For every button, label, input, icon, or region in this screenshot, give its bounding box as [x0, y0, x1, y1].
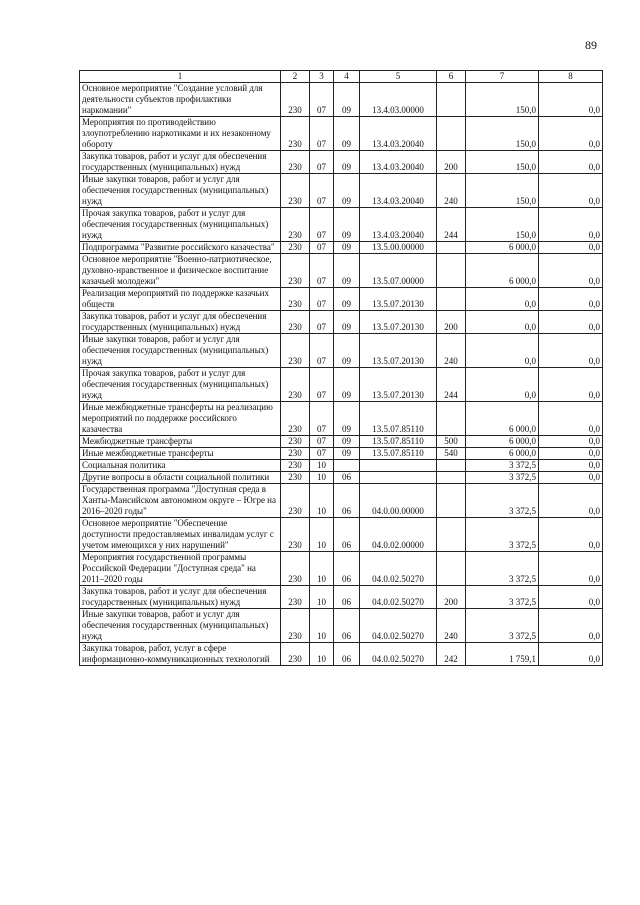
rcp-cell: 230	[281, 436, 310, 448]
target-article-cell: 13.5.07.20130	[360, 334, 437, 368]
table-row	[80, 484, 603, 518]
table-row	[80, 368, 603, 402]
amount-2018-cell: 0,0	[539, 254, 603, 288]
rcp-cell: 230	[281, 334, 310, 368]
amount-2017-cell: 0,0	[466, 334, 539, 368]
amount-2018-cell: 0,0	[539, 174, 603, 208]
row-name-cell: Иные межбюджетные трансферты на реализацию мероприятий по поддержке российского казачества	[80, 402, 281, 436]
expense-type-cell	[437, 472, 466, 484]
table-row	[80, 334, 603, 368]
amount-2017-cell: 1 759,1	[466, 643, 539, 666]
table-row	[80, 311, 603, 334]
subsection-cell: 06	[334, 484, 360, 518]
rcp-cell: 230	[281, 117, 310, 151]
table-row	[80, 151, 603, 174]
amount-2017-cell: 3 372,5	[466, 484, 539, 518]
amount-2017-cell: 6 000,0	[466, 436, 539, 448]
target-article-cell: 13.5.07.20130	[360, 288, 437, 311]
table-row	[80, 242, 603, 254]
table-row	[80, 586, 603, 609]
amount-2017-cell: 6 000,0	[466, 402, 539, 436]
row-name-cell: Основное мероприятие "Создание условий для деятельности субъектов профилактики наркомании"	[80, 83, 281, 117]
amount-2018-cell: 0,0	[539, 151, 603, 174]
row-name-cell: Другие вопросы в области социальной политики	[80, 472, 281, 484]
target-article-cell	[360, 460, 437, 472]
row-name-cell: Мероприятия государственной программы Российской Федерации "Доступная среда" на 2011–2020 годы	[80, 552, 281, 586]
subsection-cell: 09	[334, 402, 360, 436]
expense-type-cell	[437, 242, 466, 254]
subsection-cell: 09	[334, 83, 360, 117]
subsection-cell: 09	[334, 242, 360, 254]
amount-2017-cell: 6 000,0	[466, 242, 539, 254]
section-cell: 07	[310, 334, 334, 368]
amount-2018-cell: 0,0	[539, 552, 603, 586]
section-cell: 10	[310, 609, 334, 643]
row-name-cell: Мероприятия по противодействию злоупотреблению наркотиками и их незаконному обороту	[80, 117, 281, 151]
target-article-cell: 13.4.03.20040	[360, 117, 437, 151]
amount-2017-cell: 6 000,0	[466, 448, 539, 460]
budget-table	[79, 70, 603, 666]
target-article-cell: 13.4.03.20040	[360, 174, 437, 208]
rcp-cell: 230	[281, 208, 310, 242]
subsection-cell: 06	[334, 643, 360, 666]
subsection-cell: 09	[334, 288, 360, 311]
amount-2018-cell: 0,0	[539, 117, 603, 151]
table-row	[80, 83, 603, 117]
rcp-cell: 230	[281, 83, 310, 117]
amount-2017-cell: 6 000,0	[466, 254, 539, 288]
amount-2018-cell: 0,0	[539, 586, 603, 609]
rcp-cell: 230	[281, 552, 310, 586]
subsection-cell: 09	[334, 448, 360, 460]
row-name-cell: Закупка товаров, работ и услуг для обеспечения государственных (муниципальных) нужд	[80, 311, 281, 334]
rcp-cell: 230	[281, 151, 310, 174]
table-row	[80, 643, 603, 666]
target-article-cell: 04.0.02.00000	[360, 518, 437, 552]
amount-2018-cell: 0,0	[539, 472, 603, 484]
row-name-cell: Межбюджетные трансферты	[80, 436, 281, 448]
amount-2017-cell: 0,0	[466, 288, 539, 311]
subsection-cell: 09	[334, 117, 360, 151]
amount-2018-cell: 0,0	[539, 436, 603, 448]
expense-type-cell	[437, 518, 466, 552]
amount-2018-cell: 0,0	[539, 368, 603, 402]
rcp-cell: 230	[281, 311, 310, 334]
amount-2018-cell: 0,0	[539, 208, 603, 242]
expense-type-cell: 244	[437, 208, 466, 242]
target-article-cell: 13.5.07.85110	[360, 436, 437, 448]
expense-type-cell: 242	[437, 643, 466, 666]
expense-type-cell: 240	[437, 334, 466, 368]
expense-type-cell: 200	[437, 311, 466, 334]
section-cell: 07	[310, 151, 334, 174]
rcp-cell: 230	[281, 460, 310, 472]
amount-2018-cell: 0,0	[539, 311, 603, 334]
expense-type-cell	[437, 117, 466, 151]
header-cell: 3	[310, 71, 334, 83]
subsection-cell: 09	[334, 311, 360, 334]
section-cell: 07	[310, 436, 334, 448]
amount-2018-cell: 0,0	[539, 288, 603, 311]
rcp-cell: 230	[281, 518, 310, 552]
section-cell: 07	[310, 208, 334, 242]
section-cell: 10	[310, 472, 334, 484]
expense-type-cell: 540	[437, 448, 466, 460]
expense-type-cell	[437, 402, 466, 436]
header-cell: 6	[437, 71, 466, 83]
section-cell: 10	[310, 460, 334, 472]
target-article-cell: 13.4.03.00000	[360, 83, 437, 117]
expense-type-cell: 500	[437, 436, 466, 448]
page-number: 89	[585, 38, 597, 52]
amount-2018-cell: 0,0	[539, 242, 603, 254]
target-article-cell: 13.5.07.85110	[360, 402, 437, 436]
section-cell: 10	[310, 484, 334, 518]
section-cell: 10	[310, 643, 334, 666]
header-cell: 7	[466, 71, 539, 83]
target-article-cell: 13.5.00.00000	[360, 242, 437, 254]
amount-2018-cell: 0,0	[539, 83, 603, 117]
amount-2017-cell: 3 372,5	[466, 518, 539, 552]
amount-2018-cell: 0,0	[539, 609, 603, 643]
subsection-cell: 09	[334, 436, 360, 448]
amount-2017-cell: 150,0	[466, 151, 539, 174]
expense-type-cell: 244	[437, 368, 466, 402]
amount-2017-cell: 150,0	[466, 83, 539, 117]
rcp-cell: 230	[281, 472, 310, 484]
section-cell: 10	[310, 552, 334, 586]
target-article-cell: 13.4.03.20040	[360, 208, 437, 242]
target-article-cell: 13.5.07.00000	[360, 254, 437, 288]
table-row	[80, 288, 603, 311]
row-name-cell: Государственная программа "Доступная среда в Ханты-Мансийском автономном округе – Югре на 2016–2020 годы"	[80, 484, 281, 518]
table-row	[80, 402, 603, 436]
section-cell: 07	[310, 254, 334, 288]
amount-2017-cell: 0,0	[466, 311, 539, 334]
expense-type-cell	[437, 552, 466, 586]
rcp-cell: 230	[281, 643, 310, 666]
section-cell: 07	[310, 174, 334, 208]
section-cell: 07	[310, 448, 334, 460]
expense-type-cell	[437, 460, 466, 472]
row-name-cell: Иные межбюджетные трансферты	[80, 448, 281, 460]
row-name-cell: Иные закупки товаров, работ и услуг для обеспечения государственных (муниципальных) нужд	[80, 174, 281, 208]
table-row	[80, 208, 603, 242]
rcp-cell: 230	[281, 448, 310, 460]
subsection-cell	[334, 460, 360, 472]
header-row	[80, 71, 603, 83]
target-article-cell: 04.0.02.50270	[360, 586, 437, 609]
amount-2018-cell: 0,0	[539, 643, 603, 666]
rcp-cell: 230	[281, 586, 310, 609]
target-article-cell	[360, 472, 437, 484]
amount-2018-cell: 0,0	[539, 460, 603, 472]
table-row	[80, 472, 603, 484]
expense-type-cell: 240	[437, 609, 466, 643]
amount-2018-cell: 0,0	[539, 448, 603, 460]
amount-2017-cell: 0,0	[466, 368, 539, 402]
target-article-cell: 13.5.07.20130	[360, 368, 437, 402]
section-cell: 07	[310, 83, 334, 117]
rcp-cell: 230	[281, 368, 310, 402]
rcp-cell: 230	[281, 174, 310, 208]
section-cell: 07	[310, 402, 334, 436]
subsection-cell: 06	[334, 518, 360, 552]
amount-2017-cell: 3 372,5	[466, 609, 539, 643]
row-name-cell: Прочая закупка товаров, работ и услуг для обеспечения государственных (муниципальных) нужд	[80, 208, 281, 242]
table-row	[80, 609, 603, 643]
amount-2017-cell: 150,0	[466, 174, 539, 208]
section-cell: 07	[310, 311, 334, 334]
header-cell: 8	[539, 71, 603, 83]
subsection-cell: 06	[334, 472, 360, 484]
header-cell: 1	[80, 71, 281, 83]
expense-type-cell	[437, 83, 466, 117]
table-row	[80, 117, 603, 151]
section-cell: 10	[310, 586, 334, 609]
section-cell: 07	[310, 368, 334, 402]
table-row	[80, 518, 603, 552]
amount-2017-cell: 150,0	[466, 208, 539, 242]
rcp-cell: 230	[281, 402, 310, 436]
row-name-cell: Прочая закупка товаров, работ и услуг для обеспечения государственных (муниципальных) нужд	[80, 368, 281, 402]
subsection-cell: 09	[334, 151, 360, 174]
row-name-cell: Подпрограмма "Развитие российского казачества"	[80, 242, 281, 254]
subsection-cell: 09	[334, 254, 360, 288]
row-name-cell: Закупка товаров, работ, услуг в сфере информационно-коммуникационных технологий	[80, 643, 281, 666]
amount-2017-cell: 3 372,5	[466, 552, 539, 586]
target-article-cell: 04.0.02.50270	[360, 609, 437, 643]
subsection-cell: 06	[334, 552, 360, 586]
table-row	[80, 460, 603, 472]
header-cell: 2	[281, 71, 310, 83]
amount-2018-cell: 0,0	[539, 334, 603, 368]
row-name-cell: Основное мероприятие "Обеспечение доступности предоставляемых инвалидам услуг с учетом имеющихся у них нарушений"	[80, 518, 281, 552]
table-row	[80, 552, 603, 586]
amount-2018-cell: 0,0	[539, 518, 603, 552]
row-name-cell: Иные закупки товаров, работ и услуг для обеспечения государственных (муниципальных) нужд	[80, 334, 281, 368]
section-cell: 07	[310, 242, 334, 254]
target-article-cell: 04.0.02.50270	[360, 643, 437, 666]
target-article-cell: 04.0.00.00000	[360, 484, 437, 518]
row-name-cell: Закупка товаров, работ и услуг для обеспечения государственных (муниципальных) нужд	[80, 586, 281, 609]
amount-2017-cell: 3 372,5	[466, 472, 539, 484]
subsection-cell: 06	[334, 609, 360, 643]
table-row	[80, 174, 603, 208]
amount-2017-cell: 3 372,5	[466, 586, 539, 609]
amount-2017-cell: 3 372,5	[466, 460, 539, 472]
expense-type-cell: 200	[437, 586, 466, 609]
section-cell: 10	[310, 518, 334, 552]
row-name-cell: Основное мероприятие "Военно-патриотическое, духовно-нравственное и физическое воспитание казачьей молодежи"	[80, 254, 281, 288]
target-article-cell: 13.5.07.85110	[360, 448, 437, 460]
table-row	[80, 448, 603, 460]
section-cell: 07	[310, 288, 334, 311]
subsection-cell: 09	[334, 174, 360, 208]
row-name-cell: Реализация мероприятий по поддержке казачьих обществ	[80, 288, 281, 311]
target-article-cell: 13.4.03.20040	[360, 151, 437, 174]
row-name-cell: Социальная политика	[80, 460, 281, 472]
amount-2018-cell: 0,0	[539, 484, 603, 518]
expense-type-cell	[437, 254, 466, 288]
rcp-cell: 230	[281, 609, 310, 643]
subsection-cell: 09	[334, 208, 360, 242]
subsection-cell: 09	[334, 334, 360, 368]
rcp-cell: 230	[281, 288, 310, 311]
expense-type-cell: 200	[437, 151, 466, 174]
header-cell: 5	[360, 71, 437, 83]
row-name-cell: Иные закупки товаров, работ и услуг для обеспечения государственных (муниципальных) нужд	[80, 609, 281, 643]
rcp-cell: 230	[281, 254, 310, 288]
section-cell: 07	[310, 117, 334, 151]
subsection-cell: 09	[334, 368, 360, 402]
table-row	[80, 254, 603, 288]
rcp-cell: 230	[281, 242, 310, 254]
rcp-cell: 230	[281, 484, 310, 518]
expense-type-cell	[437, 288, 466, 311]
expense-type-cell: 240	[437, 174, 466, 208]
target-article-cell: 04.0.02.50270	[360, 552, 437, 586]
amount-2017-cell: 150,0	[466, 117, 539, 151]
subsection-cell: 06	[334, 586, 360, 609]
table-row	[80, 436, 603, 448]
expense-type-cell	[437, 484, 466, 518]
row-name-cell: Закупка товаров, работ и услуг для обеспечения государственных (муниципальных) нужд	[80, 151, 281, 174]
header-cell: 4	[334, 71, 360, 83]
target-article-cell: 13.5.07.20130	[360, 311, 437, 334]
amount-2018-cell: 0,0	[539, 402, 603, 436]
